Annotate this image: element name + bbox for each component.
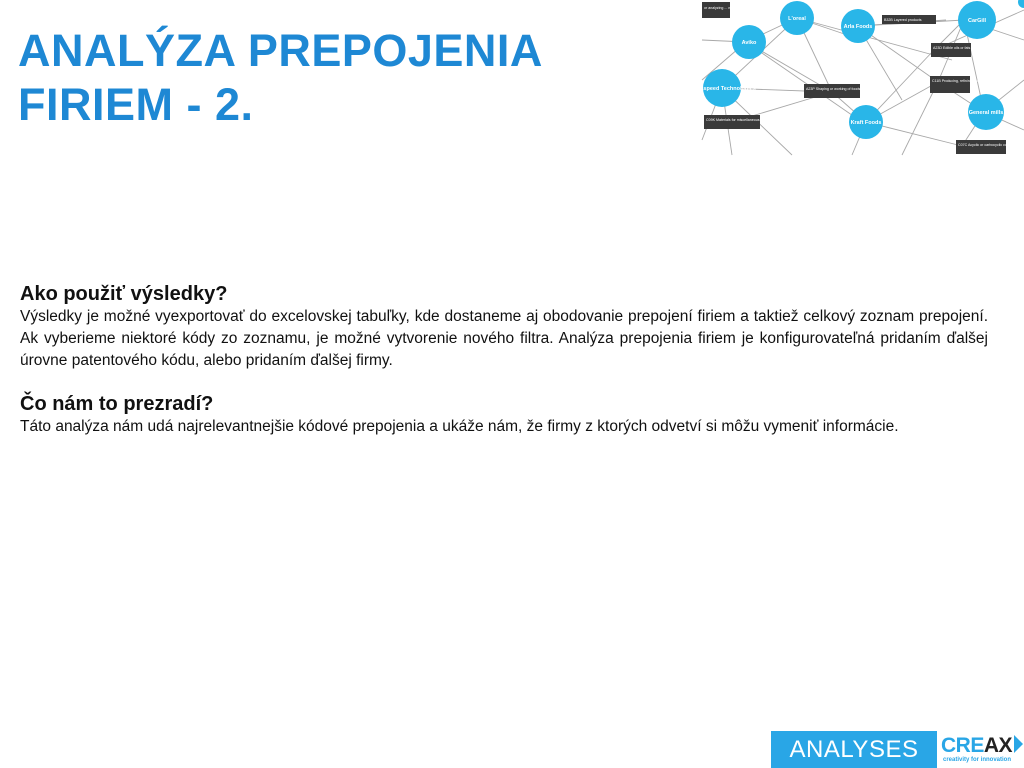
section-body: Výsledky je možné vyexportovať do excelovskej tabuľky, kde dostaneme aj obodovanie prepojení firiem a taktiež celkový zoznam prepojení. Ak vyberieme niektoré kódy zo zoznamu, je možné vytvorenie nového filtra. Analýza prepojenia firiem je konfigurovateľná pridaním ďalšej úrovne patentového kódu, alebo pridaním ďalšej firmy. [20, 308, 988, 369]
node-label: General mills [968, 110, 1004, 116]
label-text: C07C Acyclic or carbocyclic compounds [958, 143, 1022, 147]
main-content [20, 282, 988, 458]
creax-logo [939, 731, 1024, 768]
section-what-it-reveals [20, 392, 988, 438]
section-heading: Ako použiť výsledky? [20, 283, 228, 305]
chevron-right-icon [1014, 735, 1023, 753]
label-text: A23P Shaping or working of foodstuffs, not fully ... [806, 87, 886, 91]
node-label: Kraft Foods [850, 120, 882, 126]
label-text: C09K Materials for miscellaneous applications [706, 118, 780, 122]
section-body: Táto analýza nám udá najrelevantnejšie kódové prepojenia a ukáže nám, že firmy z ktorých odvetví si môžu vymeniť informácie. [20, 418, 899, 435]
network-graph [688, 0, 1024, 155]
label-text: C11B Producing, refining and preserving fats [932, 79, 1004, 83]
analyses-button[interactable]: ANALYSES [771, 731, 937, 768]
logo-tagline: creativity for innovation [943, 757, 1012, 763]
node-label: CarGill [967, 18, 987, 24]
label-text: B32B Layered products [884, 18, 922, 22]
page-title [18, 24, 543, 132]
section-heading: Čo nám to prezradí? [20, 393, 214, 415]
node-label: L'oreal [788, 16, 806, 22]
label-text: or analyzing ... mixing ... [704, 6, 743, 10]
logo-text-ax: AX [983, 734, 1013, 757]
label-text: A23D Edible oils or fats [933, 46, 971, 50]
node-label: Chemspeed Technologies [688, 86, 756, 92]
page-title-line-1: ANALÝZA PREPOJENIA [18, 25, 543, 76]
node-label: Arla Foods [843, 24, 873, 30]
logo-text-cre: CRE [941, 734, 984, 757]
page-title-line-2: FIRIEM - 2. [18, 79, 254, 130]
logo-wordmark [941, 735, 1012, 757]
node-label: Aviko [741, 40, 757, 46]
company-network-image [688, 0, 1024, 155]
footer-bar [771, 731, 1024, 768]
section-how-to-use [20, 282, 988, 372]
